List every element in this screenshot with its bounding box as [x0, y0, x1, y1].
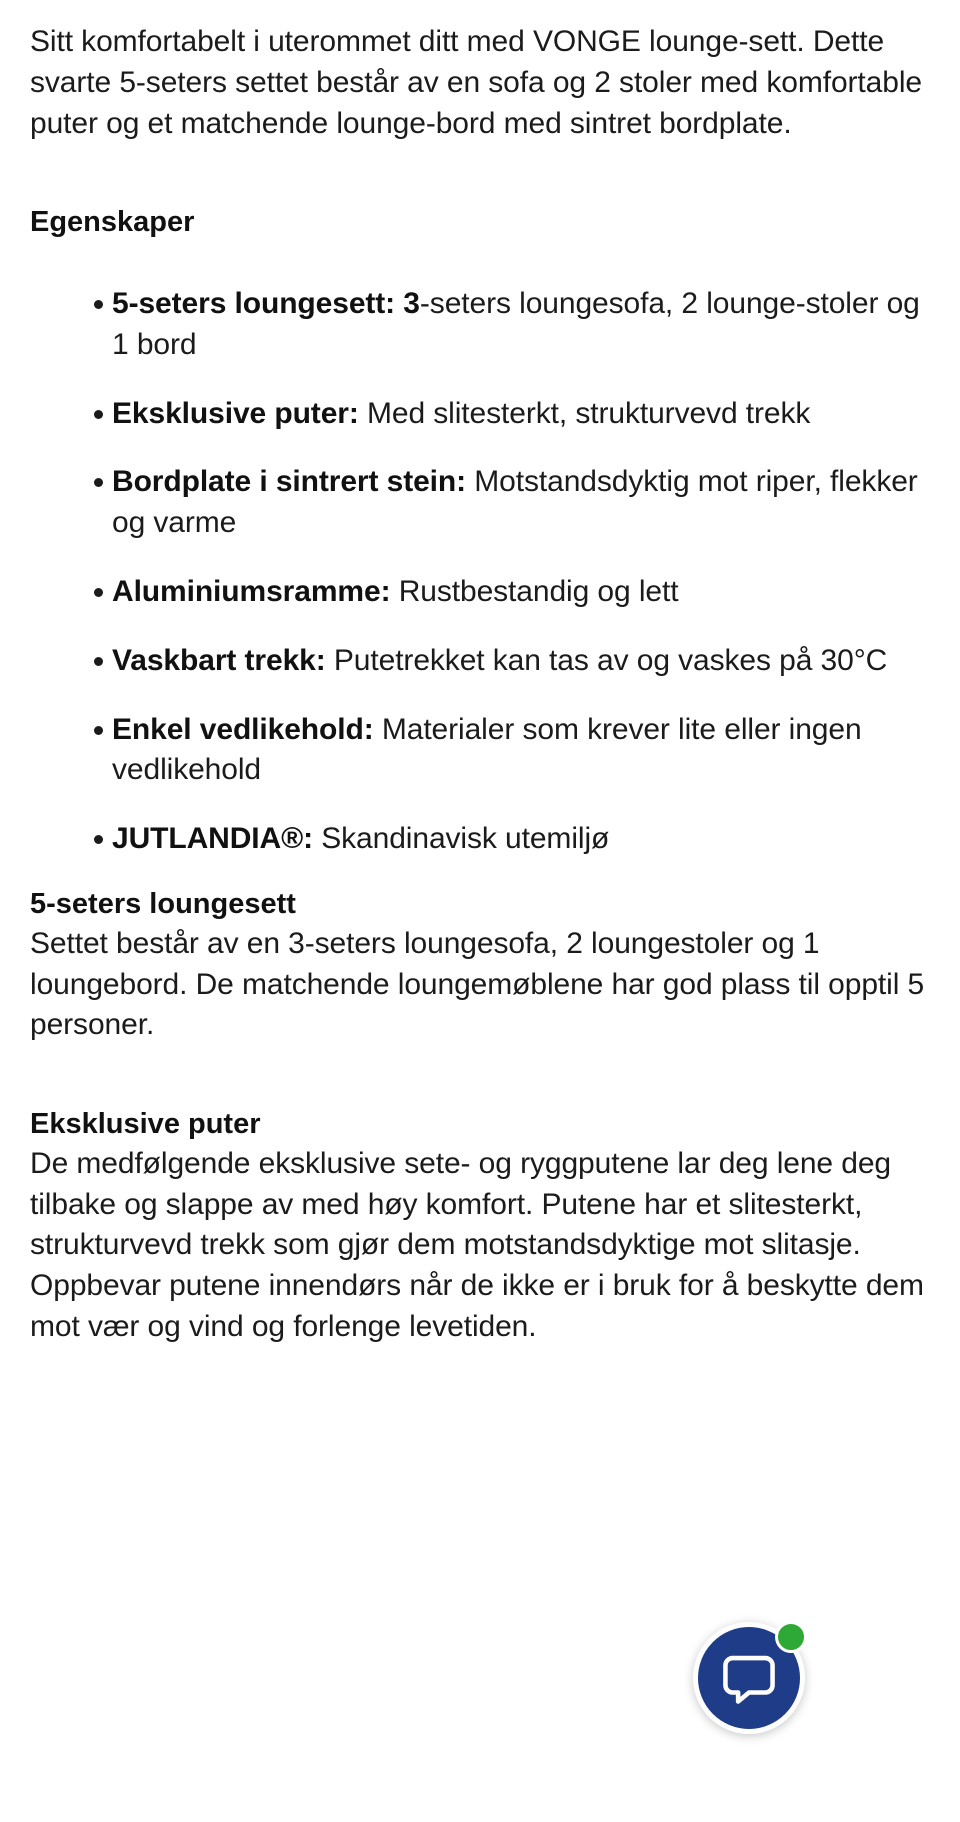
- bullet-icon: [94, 726, 103, 735]
- section-heading-loungesett: 5-seters loungesett: [30, 888, 296, 921]
- features-heading: Egenskaper: [30, 206, 195, 239]
- list-item: [30, 710, 930, 792]
- feature-lead: Bordplate i sintrert stein:: [112, 465, 467, 499]
- feature-lead: 5-seters loungesett: 3: [112, 287, 420, 321]
- list-item: [30, 394, 930, 435]
- feature-text: Materialer som krever lite eller ingen vedlikehold: [112, 712, 862, 787]
- chat-widget[interactable]: [693, 1622, 805, 1734]
- product-intro-paragraph: Sitt komfortabelt i uterommet ditt med VONGE lounge-sett. Dette svarte 5-seters settet består av en sofa og 2 stoler med komfortable puter og et matchende lounge-bord med sintret bordplate.: [30, 25, 922, 140]
- list-item: [30, 462, 930, 544]
- feature-lead: Eksklusive puter:: [112, 396, 359, 430]
- feature-lead: Vaskbart trekk:: [112, 643, 326, 677]
- feature-text: Motstandsdyktig mot riper, flekker og varme: [112, 465, 918, 540]
- spacer: [30, 1046, 930, 1106]
- bullet-icon: [94, 657, 103, 666]
- feature-text: Med slitesterkt, strukturvevd trekk: [358, 396, 811, 430]
- section-body-puter: De medfølgende eksklusive sete- og ryggputene lar deg lene deg tilbake og slappe av med høy komfort. Putene har et slitesterkt, strukturvevd trekk som gjør dem motstandsdyktige mot slitasje. Oppbevar putene innendørs når de ikke er i bruk for å beskytte dem mot vær og vind og forlenge levetiden.: [30, 1146, 924, 1343]
- bullet-icon: [94, 835, 103, 844]
- spacer: [30, 144, 930, 204]
- spacer: [30, 860, 930, 886]
- section-body-loungesett: Settet består av en 3-seters loungesofa, 2 loungestoler og 1 loungebord. De matchende loungemøblene har god plass til opptil 5 personer.: [30, 926, 925, 1042]
- spacer: [30, 242, 930, 284]
- bullet-icon: [94, 410, 103, 419]
- feature-text: Skandinavisk utemiljø: [313, 822, 610, 856]
- feature-lead: Aluminiumsramme:: [112, 575, 391, 609]
- list-item: [30, 641, 930, 682]
- list-item: [30, 572, 930, 613]
- features-list: [30, 284, 930, 860]
- feature-text: Rustbestandig og lett: [390, 575, 679, 609]
- list-item: [30, 819, 930, 860]
- feature-lead: JUTLANDIA®:: [112, 822, 313, 856]
- bullet-icon: [94, 478, 103, 487]
- bullet-icon: [94, 300, 103, 309]
- feature-text: -seters loungesofa, 2 lounge-stoler og 1 bord: [112, 287, 920, 361]
- feature-text: Putetrekket kan tas av og vaskes på 30°C: [325, 643, 888, 677]
- chat-bubble-icon: [720, 1649, 778, 1707]
- section-heading-puter: Eksklusive puter: [30, 1108, 261, 1141]
- feature-lead: Enkel vedlikehold:: [112, 712, 374, 746]
- list-item: [30, 284, 930, 366]
- chat-online-status-dot: [775, 1621, 807, 1653]
- bullet-icon: [94, 588, 103, 597]
